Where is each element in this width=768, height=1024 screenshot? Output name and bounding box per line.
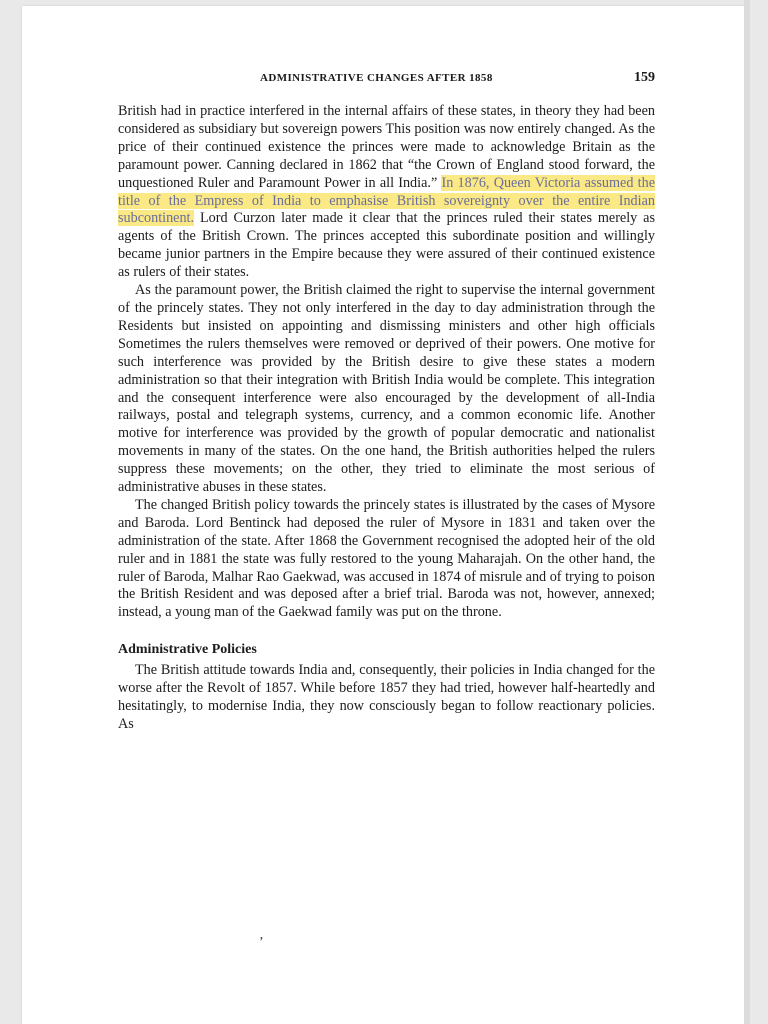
paragraph-text: British had in practice interfered in the internal affairs of these states, in theory they had been considered as subsidiary but sovereign powers This position was now entirely changed. As the price of their continued existence the princes were made to acknowledge Britain as the paramount power. Canning declared in 1862 that “the Crown of England stood forward, the unquestioned Ruler and Paramount Power in all India.” xyxy=(118,103,655,191)
viewer-scroll-edge[interactable] xyxy=(744,0,750,1024)
paragraph-text: Lord Curzon later made it clear that the princes ruled their states merely as agents of the British Crown. The princes accepted this subordinate position and willingly became junior partners in the Empire because they were assured of their continued existence as rulers of their states. xyxy=(118,210,655,281)
section-heading: Administrative Policies xyxy=(118,642,257,658)
page-number: 159 xyxy=(634,70,655,85)
highlighted-sentence: In 1876, Queen Victoria assumed the title of the Empress of India to emphasise British sovereignty over the entire Indian subcontinent. xyxy=(118,174,655,227)
paragraph-administrative-policies: The British attitude towards India and, consequently, their policies in India changed for the worse after the Revolt of 1857. While before 1857 they had tried, however half-heartedly and hesitatingly, to modernise India, they now consciously began to follow reactionary policies. As xyxy=(118,662,655,732)
running-head: ADMINISTRATIVE CHANGES AFTER 1858 xyxy=(260,72,493,84)
stray-ink-mark: ’ xyxy=(259,935,264,950)
paragraph-princely-states xyxy=(118,103,655,282)
paragraph-paramount-power: As the paramount power, the British claimed the right to supervise the internal government of the princely states. They not only interfered in the day to day administration through the Residents but insisted on appointing and dismissing ministers and other high officials Sometimes the rulers themselves were removed or deprived of their powers. One motive for such interference was provided by the British desire to give these states a modern administration so that their integration with British India would be complete. This integration and the consequent interference were also encouraged by the development of all-India railways, postal and telegraph systems, currency, and a common economic life. Another motive for interference was provided by the growth of popular democratic and nationalist movements in many of the states. On the one hand, the British authorities helped the rulers suppress these movements; on the other, they tried to eliminate the most serious of administrative abuses in these states. xyxy=(118,282,655,496)
page-body xyxy=(118,103,655,734)
paragraph-mysore-baroda: The changed British policy towards the princely states is illustrated by the cases of Mysore and Baroda. Lord Bentinck had deposed the ruler of Mysore in 1831 and taken over the administration of the state. After 1868 the Government recognised the adopted heir of the old ruler and in 1881 the state was fully restored to the young Maharajah. On the other hand, the ruler of Baroda, Malhar Rao Gaekwad, was accused in 1874 of misrule and of trying to poison the British Resident and was deposed after a brief trial. Baroda was not, however, annexed; instead, a young man of the Gaekwad family was put on the throne. xyxy=(118,496,655,621)
